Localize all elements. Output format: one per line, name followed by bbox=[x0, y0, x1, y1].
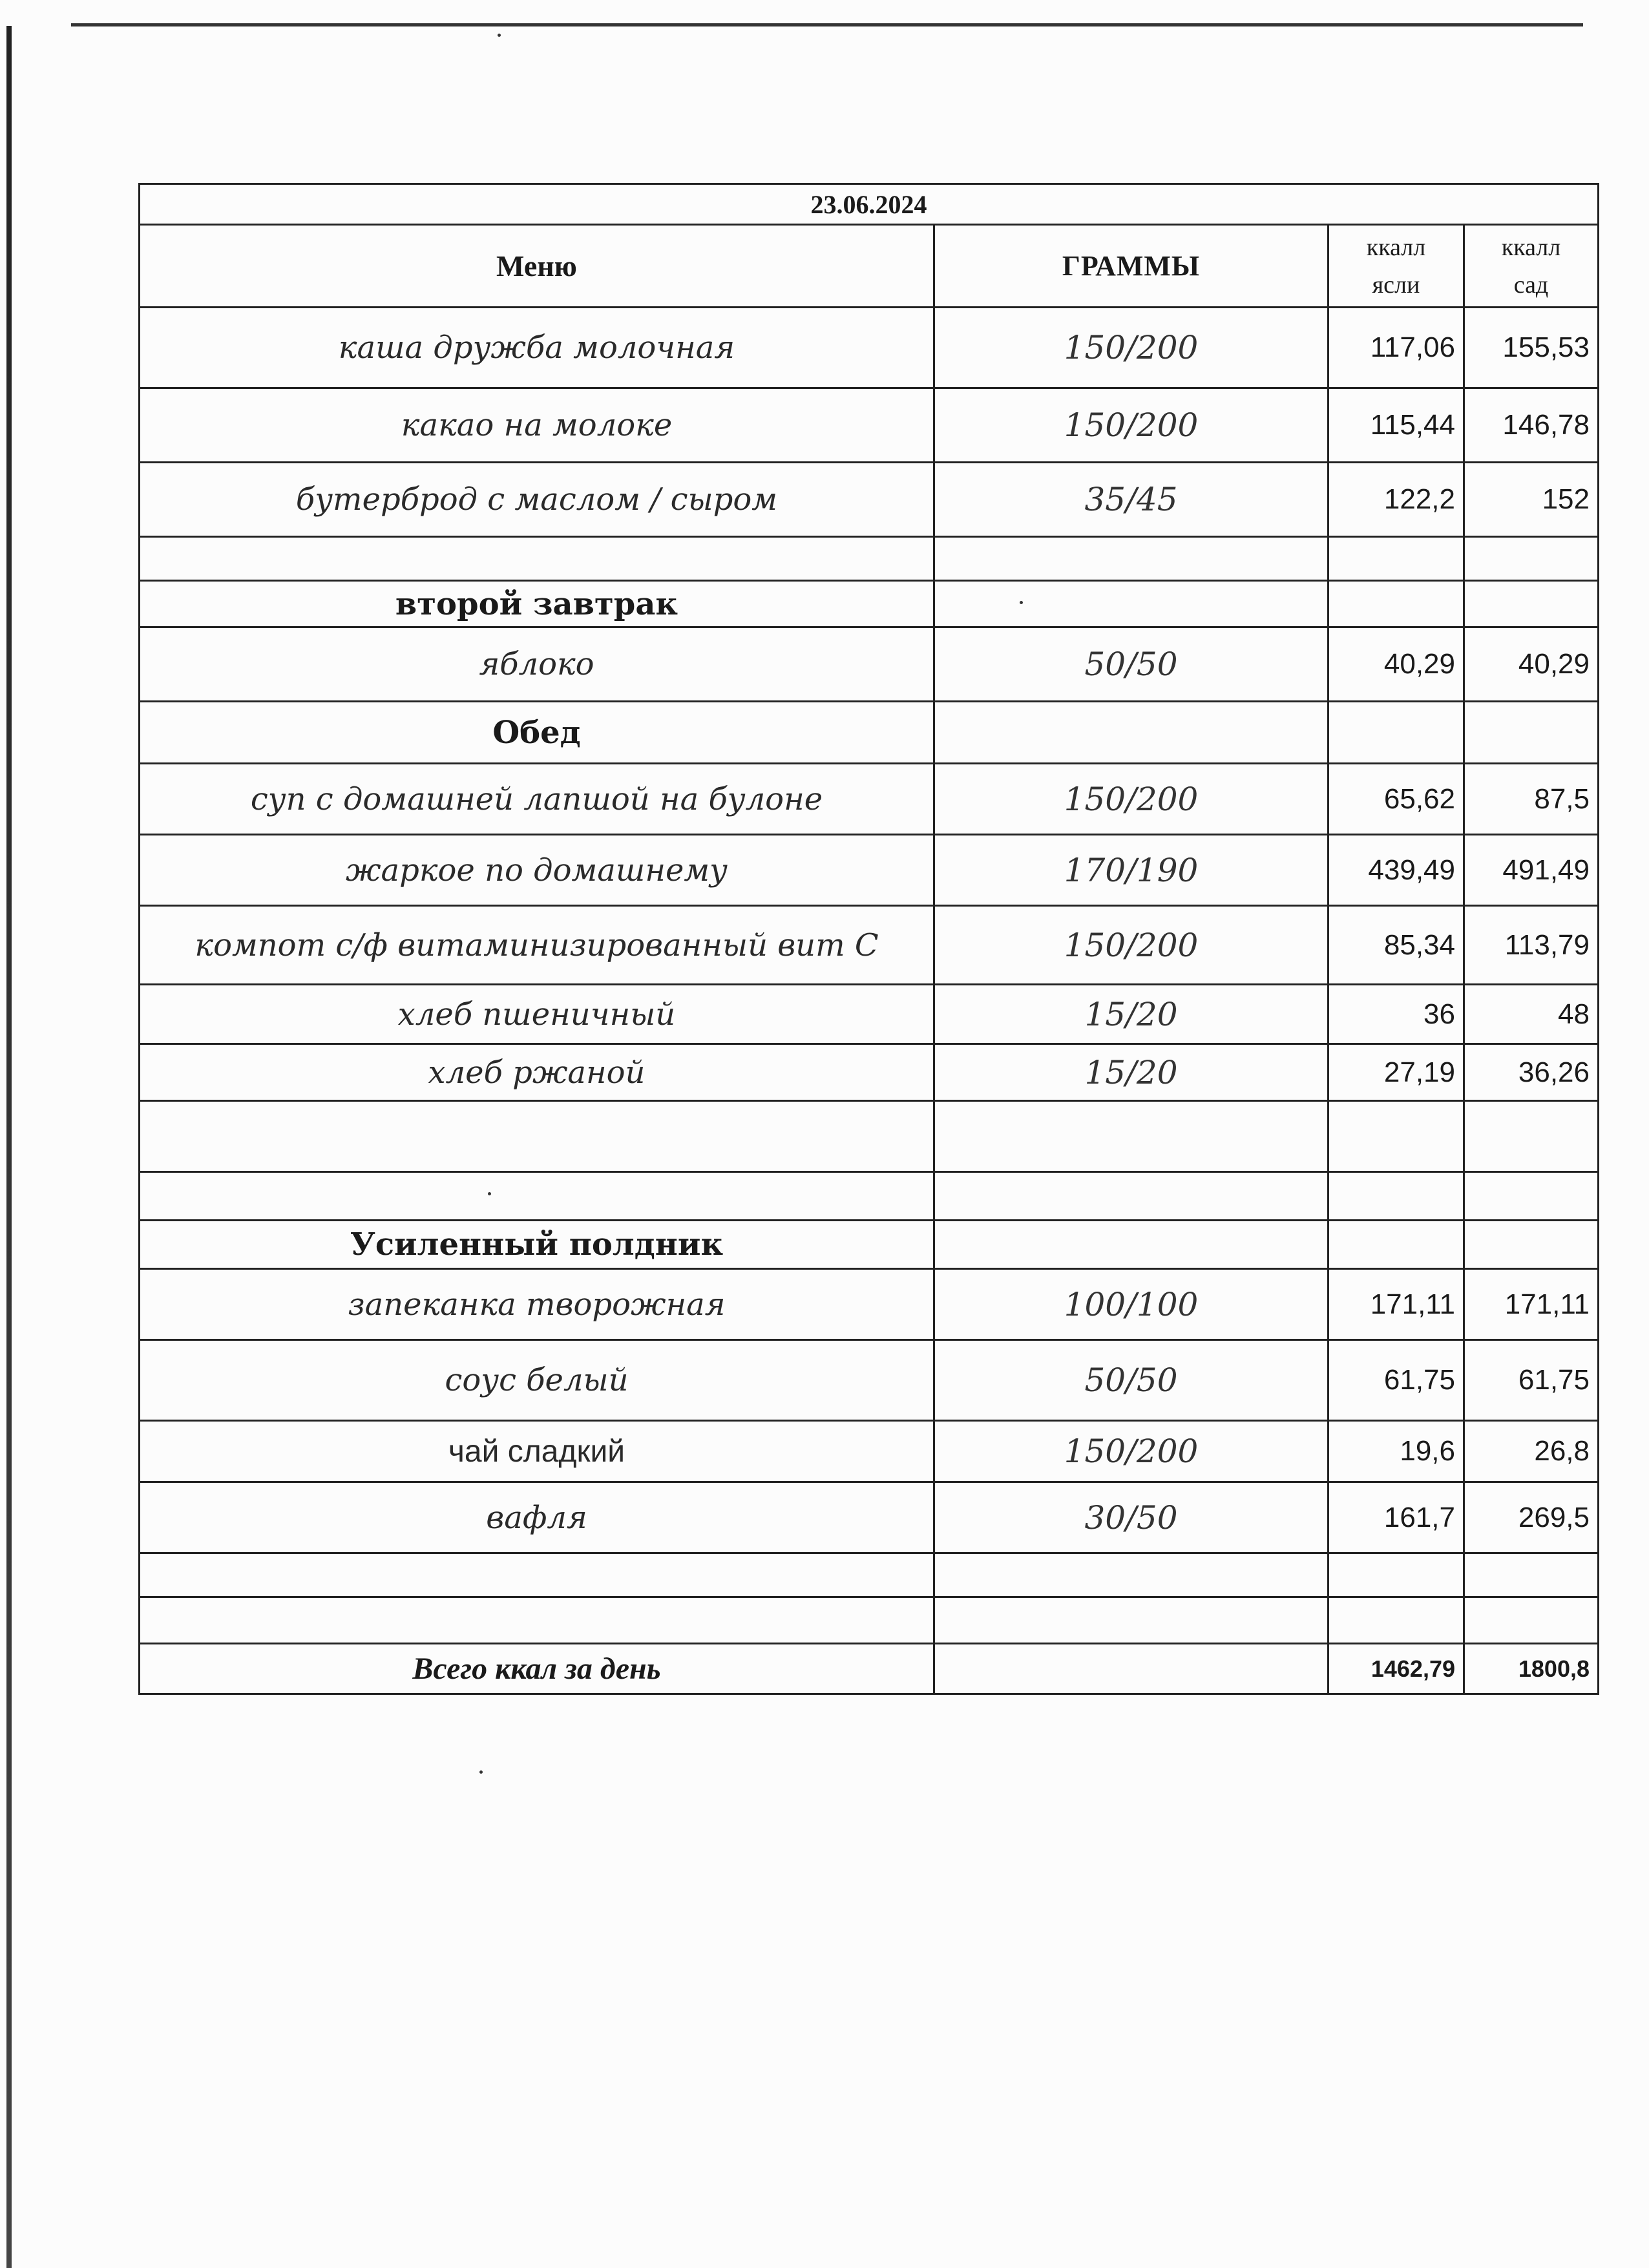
item-name: каша дружба молочная bbox=[140, 308, 934, 388]
item-grams: 150/200 bbox=[934, 1421, 1329, 1482]
item-kcal-nursery: 439,49 bbox=[1329, 835, 1464, 906]
item-grams: 100/100 bbox=[934, 1269, 1329, 1340]
item-name: хлеб пшеничный bbox=[140, 985, 934, 1044]
section-title: Обед bbox=[140, 702, 934, 764]
empty-cell bbox=[1464, 581, 1599, 627]
menu-item-row bbox=[140, 906, 1599, 985]
date-row bbox=[140, 184, 1599, 225]
item-kcal-garden: 87,5 bbox=[1464, 764, 1599, 835]
empty-cell bbox=[1464, 1221, 1599, 1269]
blank-row bbox=[140, 1172, 1599, 1221]
menu-item-row bbox=[140, 1269, 1599, 1340]
menu-item-row bbox=[140, 627, 1599, 702]
empty-cell bbox=[1464, 702, 1599, 764]
menu-date: 23.06.2024 bbox=[140, 184, 1599, 225]
menu-item-row bbox=[140, 1044, 1599, 1101]
menu-item-row bbox=[140, 764, 1599, 835]
item-kcal-nursery: 122,2 bbox=[1329, 463, 1464, 537]
item-grams: 15/20 bbox=[934, 985, 1329, 1044]
item-name: жаркое по домашнему bbox=[140, 835, 934, 906]
empty-cell bbox=[1464, 1553, 1599, 1597]
item-grams: 150/200 bbox=[934, 388, 1329, 463]
empty-cell bbox=[934, 702, 1329, 764]
item-kcal-nursery: 161,7 bbox=[1329, 1482, 1464, 1553]
empty-cell bbox=[1464, 537, 1599, 581]
scan-speck bbox=[479, 1770, 483, 1774]
empty-cell bbox=[140, 1553, 934, 1597]
empty-cell bbox=[140, 1597, 934, 1644]
menu-item-row bbox=[140, 835, 1599, 906]
item-kcal-garden: 113,79 bbox=[1464, 906, 1599, 985]
header-kcal-garden bbox=[1464, 225, 1599, 308]
empty-cell bbox=[1464, 1101, 1599, 1172]
header-kcal-garden-line2: сад bbox=[1513, 271, 1549, 299]
scan-edge-top bbox=[71, 23, 1583, 26]
empty-cell bbox=[1329, 702, 1464, 764]
empty-cell bbox=[934, 1101, 1329, 1172]
item-kcal-garden: 61,75 bbox=[1464, 1340, 1599, 1421]
item-grams: 170/190 bbox=[934, 835, 1329, 906]
item-kcal-garden: 26,8 bbox=[1464, 1421, 1599, 1482]
header-kcal-nursery bbox=[1329, 225, 1464, 308]
item-kcal-nursery: 117,06 bbox=[1329, 308, 1464, 388]
blank-row bbox=[140, 1553, 1599, 1597]
empty-cell bbox=[934, 1172, 1329, 1221]
item-kcal-garden: 40,29 bbox=[1464, 627, 1599, 702]
item-kcal-nursery: 171,11 bbox=[1329, 1269, 1464, 1340]
empty-cell bbox=[934, 581, 1329, 627]
item-grams: 50/50 bbox=[934, 1340, 1329, 1421]
empty-cell bbox=[1464, 1597, 1599, 1644]
item-kcal-garden: 48 bbox=[1464, 985, 1599, 1044]
empty-cell bbox=[1329, 581, 1464, 627]
item-kcal-nursery: 61,75 bbox=[1329, 1340, 1464, 1421]
item-kcal-garden: 269,5 bbox=[1464, 1482, 1599, 1553]
empty-cell bbox=[934, 1597, 1329, 1644]
section-title: Усиленный полдник bbox=[140, 1221, 934, 1269]
header-menu: Меню bbox=[140, 225, 934, 308]
header-kcal-garden-line1: ккалл bbox=[1501, 233, 1561, 261]
item-kcal-garden: 152 bbox=[1464, 463, 1599, 537]
item-name: суп с домашней лапшой на булоне bbox=[140, 764, 934, 835]
item-kcal-nursery: 27,19 bbox=[1329, 1044, 1464, 1101]
item-grams: 15/20 bbox=[934, 1044, 1329, 1101]
item-name: соус белый bbox=[140, 1340, 934, 1421]
item-name: какао на молоке bbox=[140, 388, 934, 463]
item-kcal-garden: 171,11 bbox=[1464, 1269, 1599, 1340]
item-kcal-nursery: 19,6 bbox=[1329, 1421, 1464, 1482]
empty-cell bbox=[1329, 537, 1464, 581]
section-title: второй завтрак bbox=[140, 581, 934, 627]
item-name: компот с/ф витаминизированный вит С bbox=[140, 906, 934, 985]
empty-cell bbox=[140, 1101, 934, 1172]
item-grams: 150/200 bbox=[934, 308, 1329, 388]
menu-item-row bbox=[140, 308, 1599, 388]
total-label: Всего ккал за день bbox=[140, 1644, 934, 1694]
empty-cell bbox=[934, 1221, 1329, 1269]
item-kcal-nursery: 115,44 bbox=[1329, 388, 1464, 463]
empty-cell bbox=[1329, 1221, 1464, 1269]
empty-cell bbox=[1329, 1597, 1464, 1644]
header-kcal-nursery-line2: ясли bbox=[1372, 271, 1420, 299]
item-kcal-nursery: 65,62 bbox=[1329, 764, 1464, 835]
item-kcal-garden: 36,26 bbox=[1464, 1044, 1599, 1101]
empty-cell bbox=[140, 1172, 934, 1221]
item-grams: 150/200 bbox=[934, 764, 1329, 835]
menu-table bbox=[138, 183, 1599, 1695]
empty-cell bbox=[934, 1644, 1329, 1694]
item-kcal-garden: 146,78 bbox=[1464, 388, 1599, 463]
menu-item-row bbox=[140, 1340, 1599, 1421]
menu-item-row bbox=[140, 1421, 1599, 1482]
section-row bbox=[140, 702, 1599, 764]
item-name: хлеб ржаной bbox=[140, 1044, 934, 1101]
empty-cell bbox=[1329, 1172, 1464, 1221]
empty-cell bbox=[140, 537, 934, 581]
scan-edge-left bbox=[6, 26, 12, 2268]
item-name: яблоко bbox=[140, 627, 934, 702]
item-grams: 50/50 bbox=[934, 627, 1329, 702]
item-grams: 150/200 bbox=[934, 906, 1329, 985]
blank-row bbox=[140, 1597, 1599, 1644]
item-kcal-garden: 491,49 bbox=[1464, 835, 1599, 906]
total-kcal-nursery: 1462,79 bbox=[1329, 1644, 1464, 1694]
item-name: вафля bbox=[140, 1482, 934, 1553]
empty-cell bbox=[934, 537, 1329, 581]
header-row bbox=[140, 225, 1599, 308]
menu-item-row bbox=[140, 463, 1599, 537]
empty-cell bbox=[934, 1553, 1329, 1597]
item-name: чай сладкий bbox=[140, 1421, 934, 1482]
menu-item-row bbox=[140, 388, 1599, 463]
scan-speck bbox=[498, 34, 501, 37]
header-grams: ГРАММЫ bbox=[934, 225, 1329, 308]
empty-cell bbox=[1329, 1101, 1464, 1172]
blank-row bbox=[140, 1101, 1599, 1172]
section-row bbox=[140, 581, 1599, 627]
item-kcal-nursery: 36 bbox=[1329, 985, 1464, 1044]
menu-item-row bbox=[140, 1482, 1599, 1553]
section-row bbox=[140, 1221, 1599, 1269]
item-kcal-garden: 155,53 bbox=[1464, 308, 1599, 388]
empty-cell bbox=[1464, 1172, 1599, 1221]
item-name: запеканка творожная bbox=[140, 1269, 934, 1340]
empty-cell bbox=[1329, 1553, 1464, 1597]
total-row bbox=[140, 1644, 1599, 1694]
item-kcal-nursery: 40,29 bbox=[1329, 627, 1464, 702]
item-grams: 30/50 bbox=[934, 1482, 1329, 1553]
item-name: бутерброд с маслом / сыром bbox=[140, 463, 934, 537]
item-grams: 35/45 bbox=[934, 463, 1329, 537]
blank-row bbox=[140, 537, 1599, 581]
header-kcal-nursery-line1: ккалл bbox=[1366, 233, 1426, 261]
item-kcal-nursery: 85,34 bbox=[1329, 906, 1464, 985]
menu-item-row bbox=[140, 985, 1599, 1044]
total-kcal-garden: 1800,8 bbox=[1464, 1644, 1599, 1694]
